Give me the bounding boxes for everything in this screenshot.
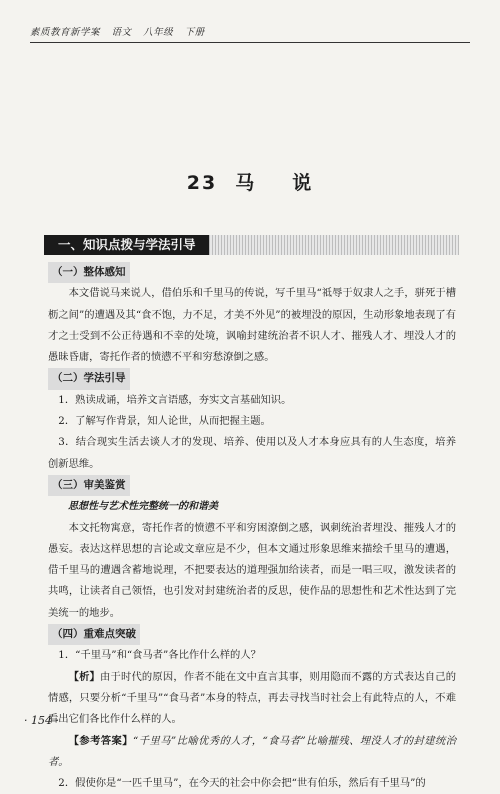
running-header: [30, 24, 470, 43]
header-volume: 下册: [184, 27, 205, 38]
section-heading-aesthetic: （三）审美鉴赏: [48, 475, 130, 496]
section-banner: [44, 235, 459, 255]
section-heading-overview: （一）整体感知: [48, 262, 130, 283]
lesson-title-word-1: 马: [235, 172, 257, 194]
method-item-3: 3．结合现实生活去谈人才的发现、培养、使用以及人才本身应具有的人生态度，培养创新思维。: [48, 436, 456, 470]
overview-paragraph: 本文借说马来说人，借伯乐和千里马的传说，写千里马“祗辱于奴隶人之手，骈死于槽枥之间”的遭遇及其“食不饱，力不足，才美不外见”的被埋没的原因，生动形象地表现了有才之士受到不公正待遇和不幸的处境，讽喻封建统治者不识人才、摧残人才、埋没人才的愚昧昏庸，寄托作者的愤懑不平和穷愁潦倒之感。: [48, 287, 456, 364]
analysis-label: 【析】: [68, 670, 101, 683]
page-content: [48, 262, 456, 794]
method-item-2: 2．了解写作背景，知人论世，从而把握主题。: [58, 415, 271, 428]
method-item-1: 1．熟读成诵，培养文言语感，夯实文言基础知识。: [58, 393, 292, 406]
analysis-paragraph: [48, 667, 456, 731]
lesson-title: [0, 168, 500, 195]
header-grade: 八年级: [143, 27, 174, 38]
answer-paragraph: [48, 731, 456, 774]
page-number: · 154 ·: [24, 714, 59, 727]
analysis-text: 由于时代的原因，作者不能在文中直言其事，则用隐而不露的方式表达自己的情感，只要分析“千里马”“食马者”本身的特点，再去寻找当时社会上有此特点的人，不难看出它们各比作什么样的人。: [48, 670, 457, 726]
section-heading-key-points: （四）重难点突破: [48, 624, 140, 645]
aesthetic-paragraph: 本文托物寓意，寄托作者的愤懑不平和穷困潦倒之感，讽刺统治者埋没、摧残人才的愚妄。表达这样思想的言论或文章应是不少，但本文通过形象思维来描绘千里马的遭遇，借千里马的遭遇含蓄地说理，不把要表达的道理强加给读者，而是一唱三叹，激发读者的共鸣，让读者自己领悟，也引发对封建统治者的反思，使作品的思想性和艺术性达到了完美统一的地步。: [48, 521, 456, 619]
lesson-title-word-2: 说: [292, 172, 314, 194]
aesthetic-subheading: 思想性与艺术性完整统一的和谐美: [68, 501, 218, 513]
section-banner-label: 一、知识点拨与学法引导: [44, 235, 209, 255]
question-2: 2．假使你是“一匹千里马”，在今天的社会中你会把“世有伯乐，然后有千里马”的: [58, 777, 426, 790]
answer-text: “千里马”比喻优秀的人才，“食马者”比喻摧残、埋没人才的封建统治者。: [48, 734, 456, 768]
header-book: 素质教育新学案: [30, 27, 101, 38]
header-subject: 语文: [111, 27, 132, 38]
answer-label: 【参考答案】: [68, 734, 134, 747]
lesson-number: 23: [186, 172, 218, 194]
question-1: 1．“千里马”和“食马者”各比作什么样的人？: [58, 649, 261, 662]
section-heading-method: （二）学法引导: [48, 368, 130, 389]
